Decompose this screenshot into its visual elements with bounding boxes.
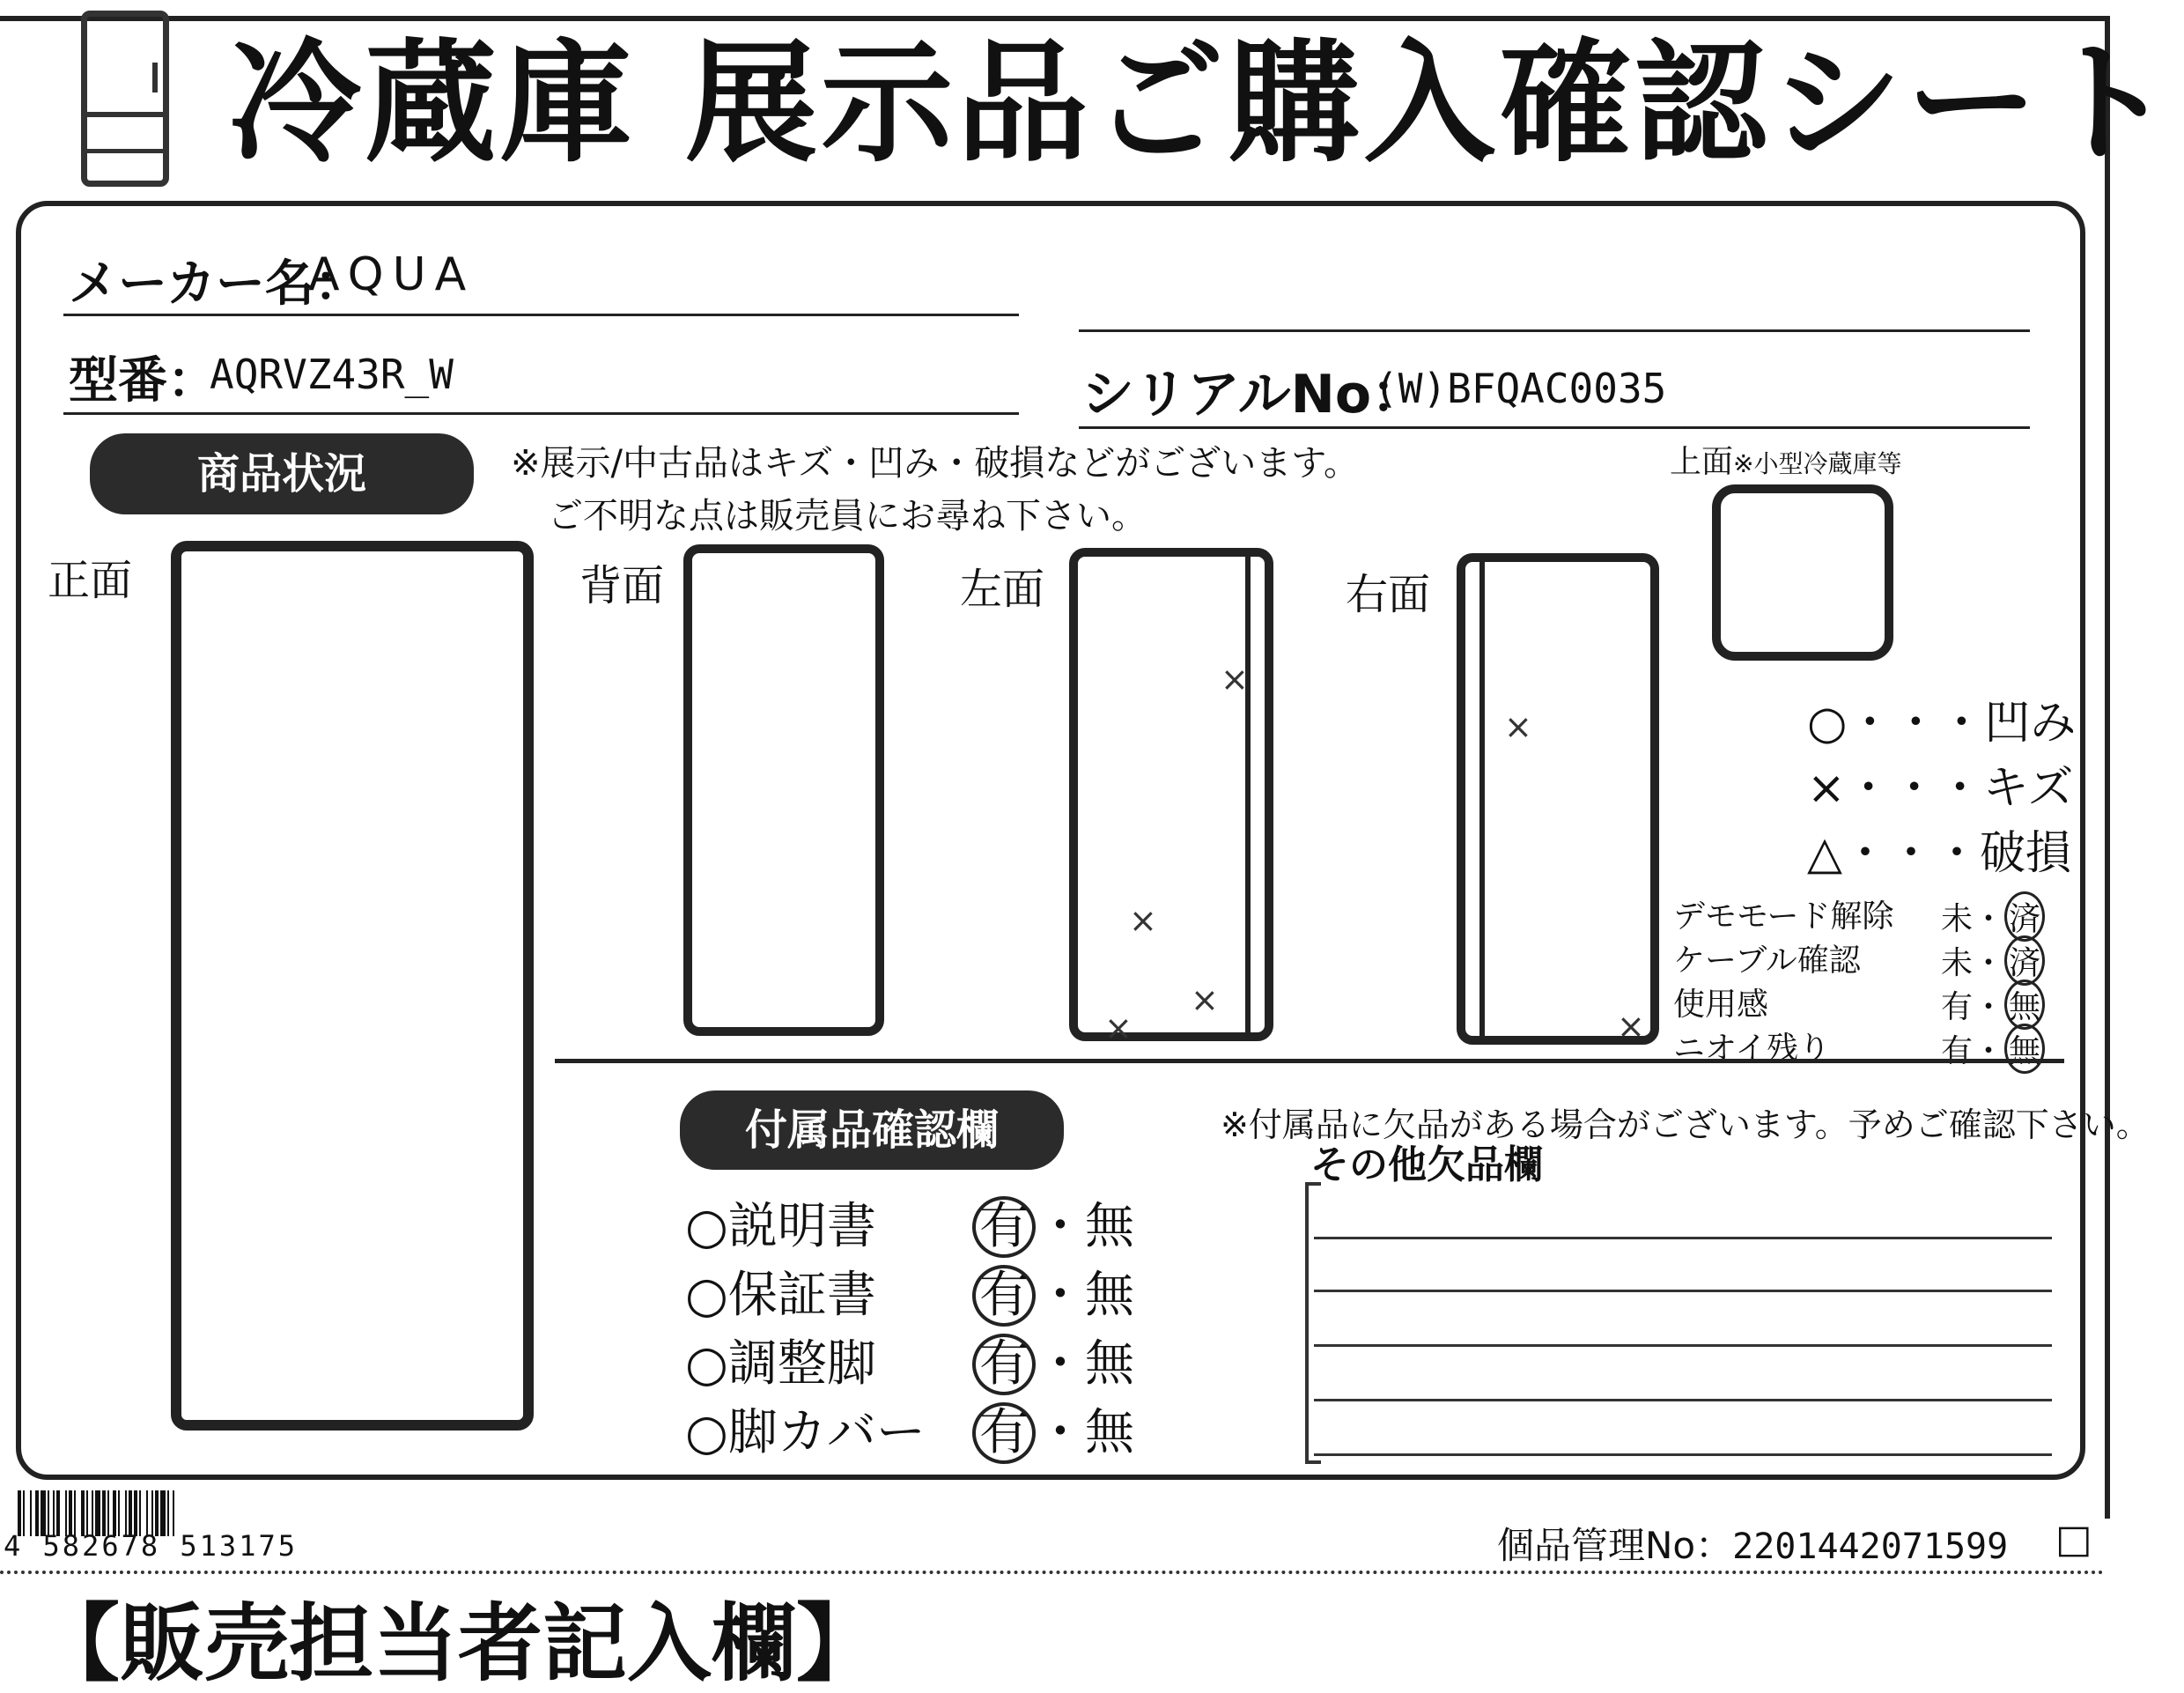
check-cable-value: 未・ 済 <box>1941 935 2045 986</box>
sheet-title: 冷蔵庫 展示品ご購入確認シート <box>229 27 2178 181</box>
accessory-leg-cover-value: 有 ・無 <box>972 1394 1134 1464</box>
other-missing-label: その他欠品欄 <box>1310 1142 1543 1187</box>
item-number <box>1497 1517 2008 1570</box>
model-label: 型番： <box>69 352 217 410</box>
barcode-digits: 4 582678 513175 <box>4 1529 298 1563</box>
write-line[interactable] <box>1314 1237 2052 1239</box>
face-label-back: 背面 <box>579 561 665 610</box>
maker-underline <box>63 314 1019 316</box>
back-panel <box>683 544 884 1036</box>
top-panel <box>1712 484 1893 661</box>
legend-scratch: ×・・・キズ <box>1807 762 2074 815</box>
scratch-mark: × <box>1221 660 1249 699</box>
face-label-left: 左面 <box>960 565 1045 614</box>
section-divider <box>555 1059 2064 1063</box>
legend-damage: △・・・破損 <box>1807 827 2072 880</box>
item-number-label: 個品管理No： <box>1497 1524 1733 1567</box>
write-line[interactable] <box>1314 1344 2052 1347</box>
fridge-icon <box>81 11 169 187</box>
accessory-adjuster-value: 有 ・無 <box>972 1325 1134 1395</box>
other-missing-bracket <box>1305 1182 1321 1464</box>
serial-value: (W)BFQAC0035 <box>1374 365 1667 412</box>
accessories-notice: ※付属品に欠品がある場合がございます。予めご確認下さい。 <box>1221 1105 2150 1144</box>
serial-label: シリアルNo： <box>1081 364 1425 425</box>
face-label-top-note: ※小型冷蔵庫等 <box>1733 449 1902 478</box>
check-demo-mode-label: デモモード解除 <box>1673 898 1894 935</box>
check-usage-label: 使用感 <box>1673 987 1769 1023</box>
check-usage-value: 有・ 無 <box>1941 980 2045 1030</box>
item-number-value: 2201442071599 <box>1732 1527 2009 1567</box>
serial-underline <box>1079 426 2030 429</box>
accessories-section-label: 付属品確認欄 <box>680 1090 1064 1170</box>
maker-label: メーカー名： <box>69 255 364 313</box>
scratch-mark: × <box>1504 707 1532 746</box>
accessory-leg-cover-label: ○脚カバー <box>685 1404 926 1461</box>
accessory-manual-value: 有 ・無 <box>972 1187 1134 1258</box>
accessory-warranty-label: ○保証書 <box>685 1267 876 1324</box>
write-line[interactable] <box>1314 1290 2052 1292</box>
condition-notice-line1: ※展示/中古品はキズ・凹み・破損などがございます。 <box>511 443 1359 484</box>
check-odor-label: ニオイ残り <box>1673 1031 1831 1067</box>
right-panel <box>1457 553 1659 1045</box>
scratch-mark: × <box>1617 1007 1645 1046</box>
write-line[interactable] <box>1314 1453 2052 1456</box>
maker-value: AQUA <box>308 248 476 301</box>
model-underline <box>63 412 1019 415</box>
face-label-top-text: 上面 <box>1670 444 1734 480</box>
face-label-front: 正面 <box>48 556 133 605</box>
cut-line <box>0 1571 2105 1574</box>
model-value: AQRVZ43R_W <box>210 351 454 398</box>
scratch-mark: × <box>1129 901 1157 940</box>
legend-dent: ○・・・凹み <box>1807 697 2077 750</box>
check-demo-mode-value: 未・ 済 <box>1941 891 2045 942</box>
condition-notice-line2: ご不明な点は販売員にお尋ね下さい。 <box>548 496 1147 536</box>
accessory-warranty-value: 有 ・無 <box>972 1256 1134 1327</box>
next-section-heading: 【販売担当者記入欄】 <box>35 1594 881 1693</box>
accessory-adjuster-label: ○調整脚 <box>685 1335 876 1393</box>
face-label-top <box>1670 437 1901 482</box>
write-line[interactable] <box>1314 1399 2052 1401</box>
check-odor-value: 有・ 無 <box>1941 1024 2045 1074</box>
accessory-manual-label: ○説明書 <box>685 1198 876 1255</box>
scratch-mark: × <box>1191 980 1219 1019</box>
face-label-right: 右面 <box>1346 570 1431 619</box>
left-panel <box>1069 548 1273 1041</box>
condition-section-label: 商品状況 <box>90 433 474 514</box>
scratch-mark: × <box>1104 1009 1133 1047</box>
checkbox[interactable]: □ <box>2055 1517 2092 1562</box>
check-cable-label: ケーブル確認 <box>1673 943 1861 979</box>
blank-underline <box>1079 329 2030 332</box>
front-panel <box>171 541 534 1431</box>
